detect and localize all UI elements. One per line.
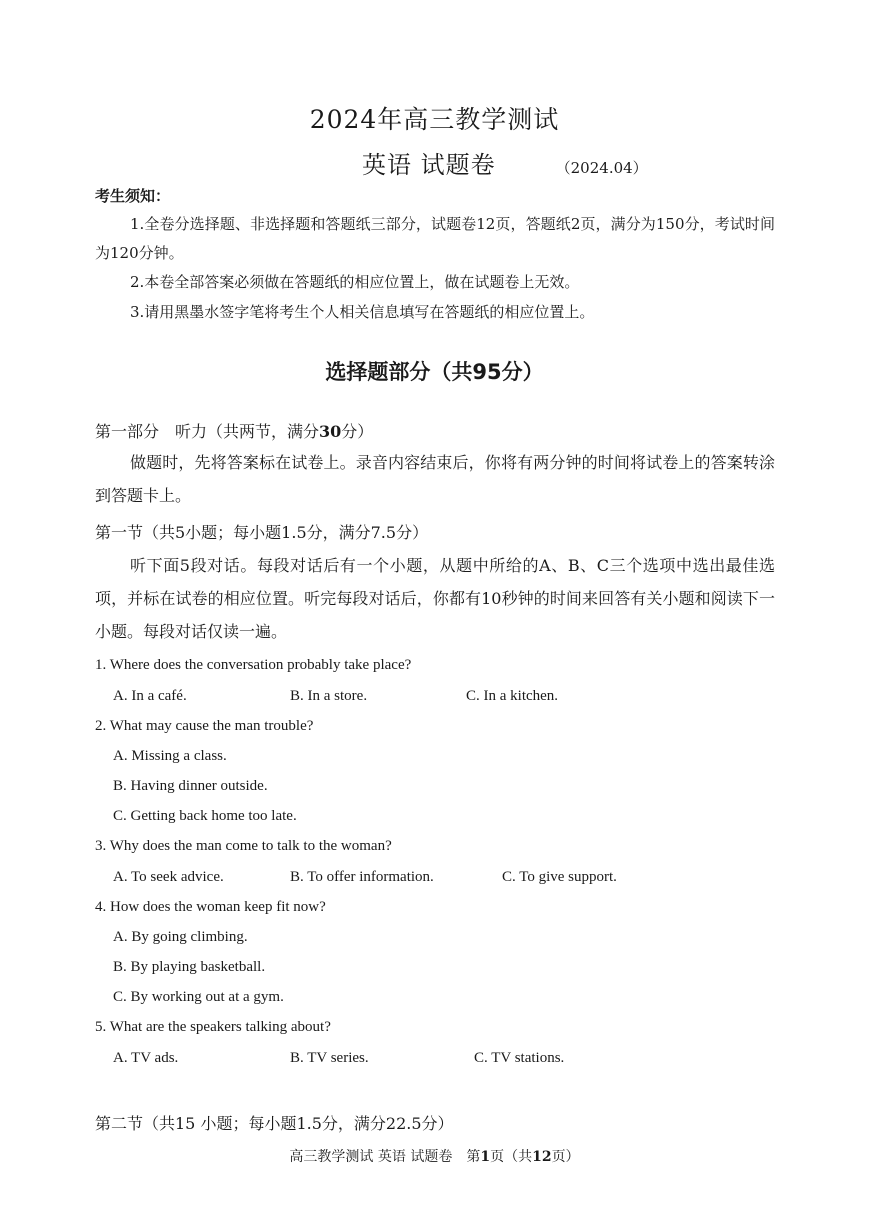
section-title: 选择题部分（共95分）	[325, 360, 544, 384]
footer-prefix: 高三教学测试 英语 试题卷 第	[289, 1149, 481, 1165]
footer-middle: 页（共	[490, 1149, 533, 1165]
question-2: 2. What may cause the man trouble?	[95, 718, 314, 734]
q5-option-c: C. TV stations.	[474, 1050, 565, 1066]
notice-item-1: 1.全卷分选择题、非选择题和答题纸三部分，试题卷12页，答题纸2页，满分为150分，考试时间为120分钟。	[95, 215, 775, 262]
q1-option-c: C. In a kitchen.	[466, 688, 559, 704]
part1-score: 30	[319, 422, 342, 441]
subject-label: 英语 试题卷	[362, 151, 496, 179]
q5-option-b: B. TV series.	[290, 1050, 369, 1066]
section1-heading: 第一节（共5小题；每小题1.5分，满分7.5分）	[95, 523, 429, 542]
q4-option-b: B. By playing basketball.	[113, 959, 266, 975]
q3-option-c: C. To give support.	[502, 869, 617, 885]
footer-page-number: 1	[480, 1149, 491, 1165]
footer-suffix: 页）	[551, 1149, 580, 1165]
section1-instruction: 听下面5段对话。每段对话后有一个小题，从题中所给的A、B、C三个选项中选出最佳选项，并标在试卷的相应位置。听完每段对话后，你都有10秒钟的时间来回答有关小题和阅读下一小题。每段对话仅读一遍。	[95, 556, 775, 641]
notice-item-3: 3.请用黑墨水签字笔将考生个人相关信息填写在答题纸的相应位置上。	[130, 303, 595, 321]
footer-total-pages: 12	[532, 1149, 552, 1165]
q4-option-a: A. By going climbing.	[113, 929, 248, 945]
question-3: 3. Why does the man come to talk to the woman?	[95, 838, 392, 854]
section2-heading: 第二节（共15 小题；每小题1.5分，满分22.5分）	[95, 1114, 454, 1133]
part1-label: 第一部分 听力（共两节，满分	[95, 422, 320, 441]
q4-option-c: C. By working out at a gym.	[113, 989, 284, 1005]
q2-option-a: A. Missing a class.	[113, 748, 227, 764]
part1-heading	[95, 419, 373, 442]
q1-option-a: A. In a café.	[113, 688, 187, 704]
notice-heading: 考生须知：	[95, 187, 171, 205]
q1-option-b: B. In a store.	[290, 688, 368, 704]
part1-suffix: 分）	[341, 422, 374, 441]
page-footer	[0, 1146, 869, 1166]
exam-date: （2024.04）	[555, 159, 648, 177]
exam-title: 2024年高三教学测试	[309, 105, 560, 134]
q2-option-b: B. Having dinner outside.	[113, 778, 268, 794]
q3-option-a: A. To seek advice.	[113, 869, 224, 885]
question-4: 4. How does the woman keep fit now?	[95, 899, 326, 915]
notice-item-2: 2.本卷全部答案必须做在答题纸的相应位置上，做在试题卷上无效。	[130, 273, 580, 291]
q3-option-b: B. To offer information.	[290, 869, 434, 885]
exam-subtitle	[362, 145, 648, 180]
part1-instruction: 做题时，先将答案标在试卷上。录音内容结束后，你将有两分钟的时间将试卷上的答案转涂到答题卡上。	[95, 453, 775, 505]
q2-option-c: C. Getting back home too late.	[113, 808, 297, 824]
question-5: 5. What are the speakers talking about?	[95, 1019, 331, 1035]
question-1: 1. Where does the conversation probably take place?	[95, 657, 412, 673]
q5-option-a: A. TV ads.	[113, 1050, 179, 1066]
